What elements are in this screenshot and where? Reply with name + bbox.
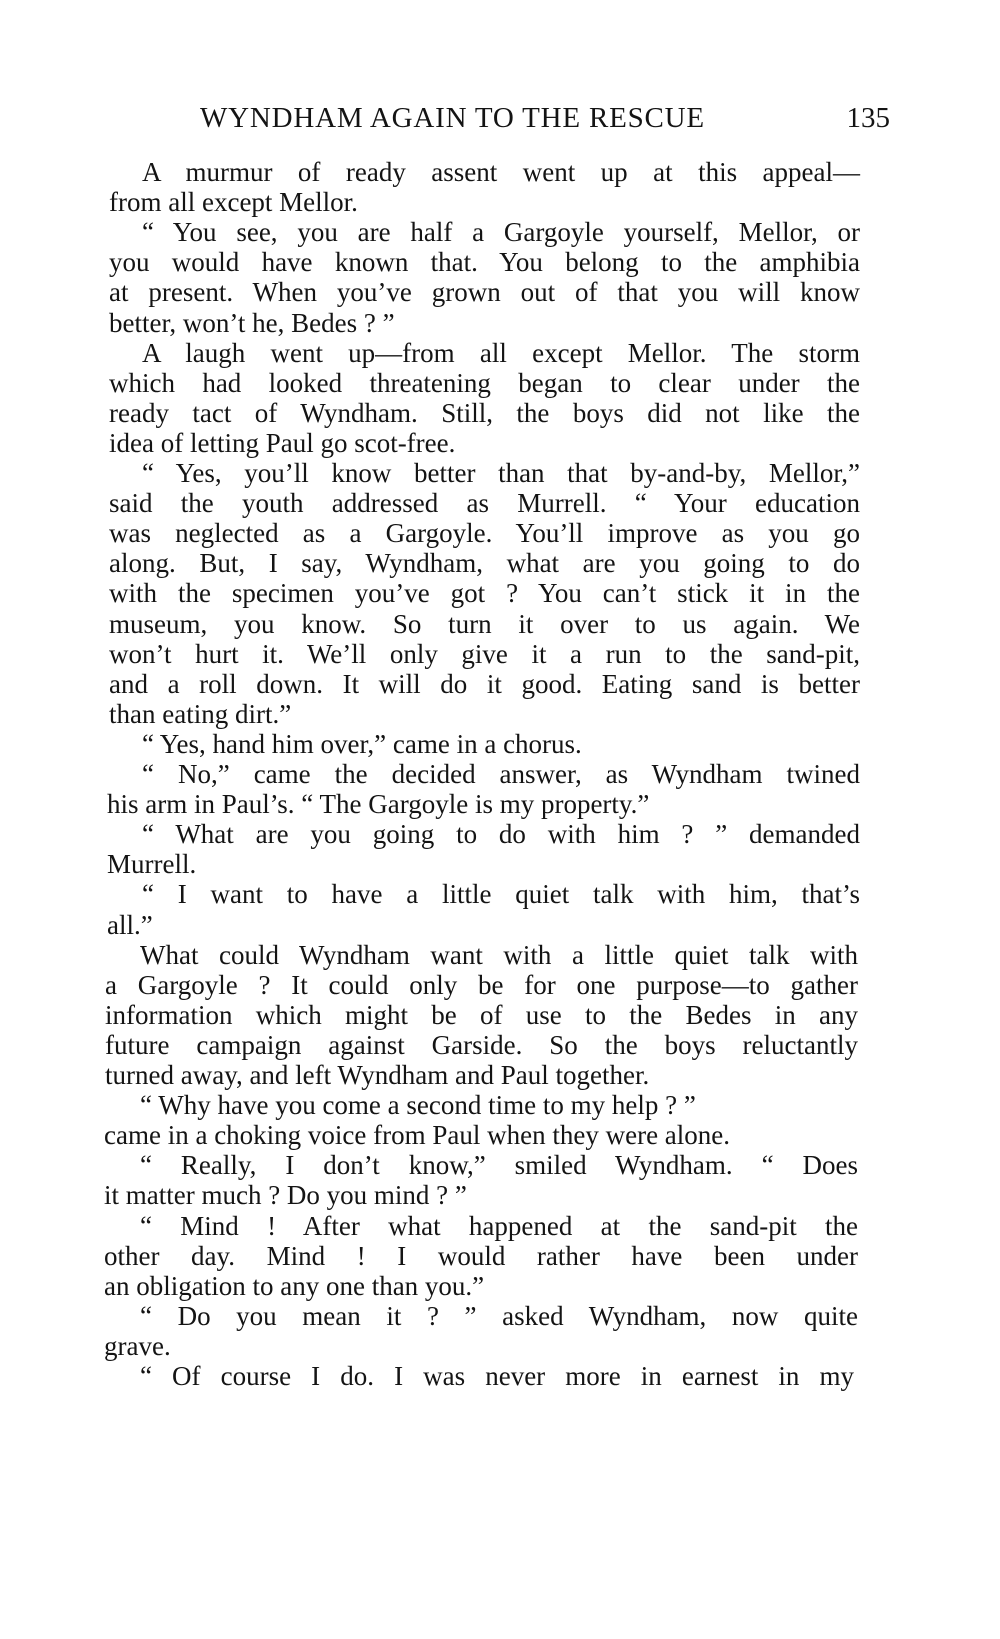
- text-line: idea of letting Paul go scot-free.: [109, 427, 456, 458]
- text-line: “ Why have you come a second time to my help ? ”: [140, 1090, 696, 1121]
- text-line: “ Really, I don’t know,” smiled Wyndham. “ Does: [140, 1150, 858, 1181]
- text-line: “ Of course I do. I was never more in earnest in my: [140, 1361, 854, 1391]
- text-line: from all except Mellor.: [109, 187, 358, 218]
- text-line: all.”: [107, 909, 153, 940]
- text-line: “ I want to have a little quiet talk with him, that’s: [142, 879, 860, 910]
- running-title: WYNDHAM AGAIN TO THE RESCUE: [200, 102, 705, 134]
- page-header: [200, 96, 890, 140]
- text-line: and a roll down. It will do it good. Eating sand is better: [109, 668, 860, 699]
- text-line: his arm in Paul’s. “ The Gargoyle is my property.”: [107, 789, 650, 820]
- text-line: ready tact of Wyndham. Still, the boys did not like the: [109, 397, 860, 428]
- text-line: Murrell.: [107, 849, 197, 880]
- text-line: “ Mind ! After what happened at the sand-pit the: [140, 1210, 858, 1241]
- text-line: A laugh went up—from all except Mellor. The storm: [142, 337, 860, 368]
- text-line: future campaign against Garside. So the boys reluctantly: [105, 1029, 858, 1060]
- text-line: an obligation to any one than you.”: [104, 1270, 485, 1301]
- text-line: grave.: [104, 1330, 171, 1361]
- text-line: “ What are you going to do with him ? ” demanded: [142, 819, 860, 850]
- text-line: “ You see, you are half a Gargoyle yourself, Mellor, or: [142, 217, 860, 248]
- text-line: “ Yes, you’ll know better than that by-and-by, Mellor,”: [142, 458, 860, 488]
- text-line: “ Yes, hand him over,” came in a chorus.: [142, 728, 582, 759]
- text-line: A murmur of ready assent went up at this appeal—: [142, 157, 860, 187]
- text-line: came in a choking voice from Paul when they were alone.: [104, 1120, 731, 1151]
- text-line: better, won’t he, Bedes ? ”: [109, 307, 395, 338]
- text-line: other day. Mind ! I would rather have been under: [104, 1240, 858, 1271]
- text-line: turned away, and left Wyndham and Paul together.: [105, 1060, 650, 1090]
- text-line: “ No,” came the decided answer, as Wyndham twined: [142, 759, 860, 789]
- text-line: won’t hurt it. We’ll only give it a run to the sand-pit,: [109, 638, 860, 669]
- text-line: What could Wyndham want with a little quiet talk with: [140, 939, 858, 970]
- text-line: than eating dirt.”: [109, 698, 292, 729]
- text-line: which had looked threatening began to clear under the: [109, 367, 860, 398]
- text-line: a Gargoyle ? It could only be for one purpose—to gather: [105, 969, 858, 1000]
- text-line: was neglected as a Gargoyle. You’ll improve as you go: [109, 518, 860, 549]
- text-line: it matter much ? Do you mind ? ”: [104, 1180, 467, 1211]
- text-line: you would have known that. You belong to the amphibia: [109, 247, 860, 278]
- text-line: with the specimen you’ve got ? You can’t stick it in the: [109, 578, 860, 609]
- text-line: museum, you know. So turn it over to us again. We: [109, 608, 860, 639]
- text-line: information which might be of use to the Bedes in any: [105, 999, 858, 1030]
- text-line: at present. When you’ve grown out of that you will know: [109, 277, 860, 308]
- page-number: 135: [846, 102, 890, 134]
- text-line: “ Do you mean it ? ” asked Wyndham, now quite: [140, 1300, 858, 1331]
- text-line: along. But, I say, Wyndham, what are you going to do: [109, 548, 860, 579]
- text-line: said the youth addressed as Murrell. “ Your education: [109, 488, 860, 519]
